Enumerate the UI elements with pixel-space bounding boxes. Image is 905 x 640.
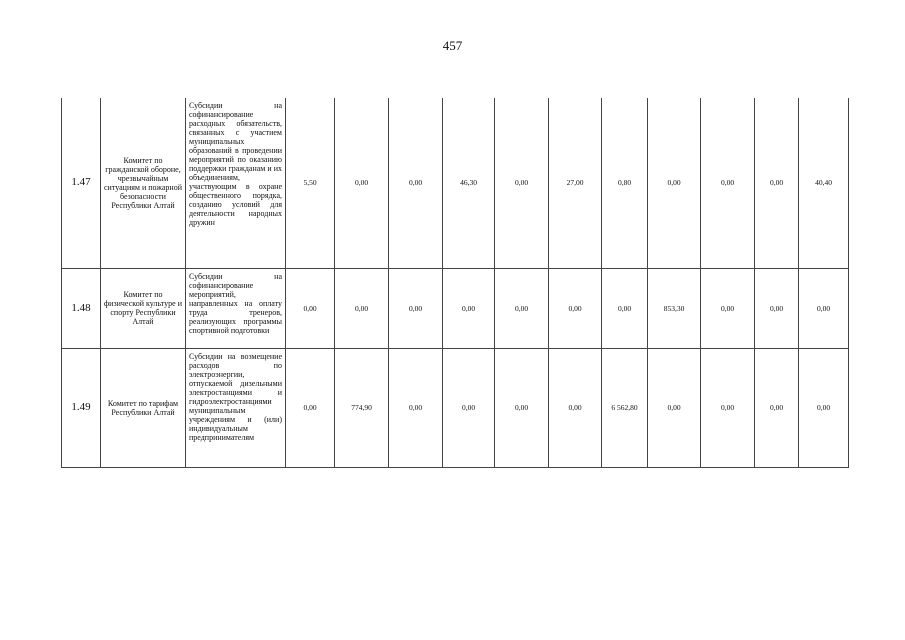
value-cell: 0,00 (389, 348, 443, 467)
value-cell: 5,50 (286, 98, 335, 268)
organization-cell: Комитет по тарифам Республики Алтай (101, 348, 186, 467)
value-cell: 0,00 (286, 348, 335, 467)
value-cell: 0,00 (389, 268, 443, 348)
value-cell: 27,00 (549, 98, 602, 268)
value-cell: 0,80 (602, 98, 648, 268)
value-cell: 0,00 (701, 98, 755, 268)
value-cell: 0,00 (389, 98, 443, 268)
value-cell: 774,90 (335, 348, 389, 467)
value-cell: 0,00 (549, 348, 602, 467)
value-cell: 40,40 (799, 98, 849, 268)
value-cell: 0,00 (648, 348, 701, 467)
value-cell: 0,00 (701, 268, 755, 348)
value-cell: 0,00 (799, 268, 849, 348)
row-number: 1.48 (62, 268, 101, 348)
organization-cell: Комитет по гражданской обороне, чрезвычайным ситуациям и пожарной безопасности Республики Алтай (101, 98, 186, 268)
table-row (62, 348, 849, 467)
value-cell: 0,00 (755, 348, 799, 467)
organization-cell: Комитет по физической культуре и спорту Республики Алтай (101, 268, 186, 348)
row-number: 1.49 (62, 348, 101, 467)
description-cell: Субсидии на софинансирование расходных обязательств, связанных с участием муниципальных образований в проведении мероприятий по оказанию поддержки гражданам и их объединениям, участвующим в охране общественного порядка, созданию условий для деятельности народных дружин (186, 98, 286, 268)
table-row (62, 268, 849, 348)
value-cell: 0,00 (495, 98, 549, 268)
value-cell: 0,00 (648, 98, 701, 268)
value-cell: 0,00 (701, 348, 755, 467)
value-cell: 0,00 (335, 98, 389, 268)
value-cell: 0,00 (799, 348, 849, 467)
value-cell: 0,00 (335, 268, 389, 348)
row-number: 1.47 (62, 98, 101, 268)
value-cell: 0,00 (755, 268, 799, 348)
subsidy-table (61, 98, 849, 468)
description-cell: Субсидии на софинансирование мероприятий, направленных на оплату труда тренеров, реализующих программы спортивной подготовки (186, 268, 286, 348)
value-cell: 46,30 (443, 98, 495, 268)
value-cell: 0,00 (443, 268, 495, 348)
value-cell: 0,00 (755, 98, 799, 268)
value-cell: 0,00 (495, 268, 549, 348)
value-cell: 0,00 (443, 348, 495, 467)
value-cell: 0,00 (602, 268, 648, 348)
description-cell: Субсидии на возмещение расходов по электроэнергии, отпускаемой дизельными электростанциями и гидроэлектростанциями муниципальным учреждениям и (или) индивидуальным предпринимателям (186, 348, 286, 467)
table-row (62, 98, 849, 268)
value-cell: 0,00 (549, 268, 602, 348)
value-cell: 0,00 (495, 348, 549, 467)
value-cell: 6 562,80 (602, 348, 648, 467)
page-number: 457 (442, 38, 463, 53)
value-cell: 0,00 (286, 268, 335, 348)
value-cell: 853,30 (648, 268, 701, 348)
